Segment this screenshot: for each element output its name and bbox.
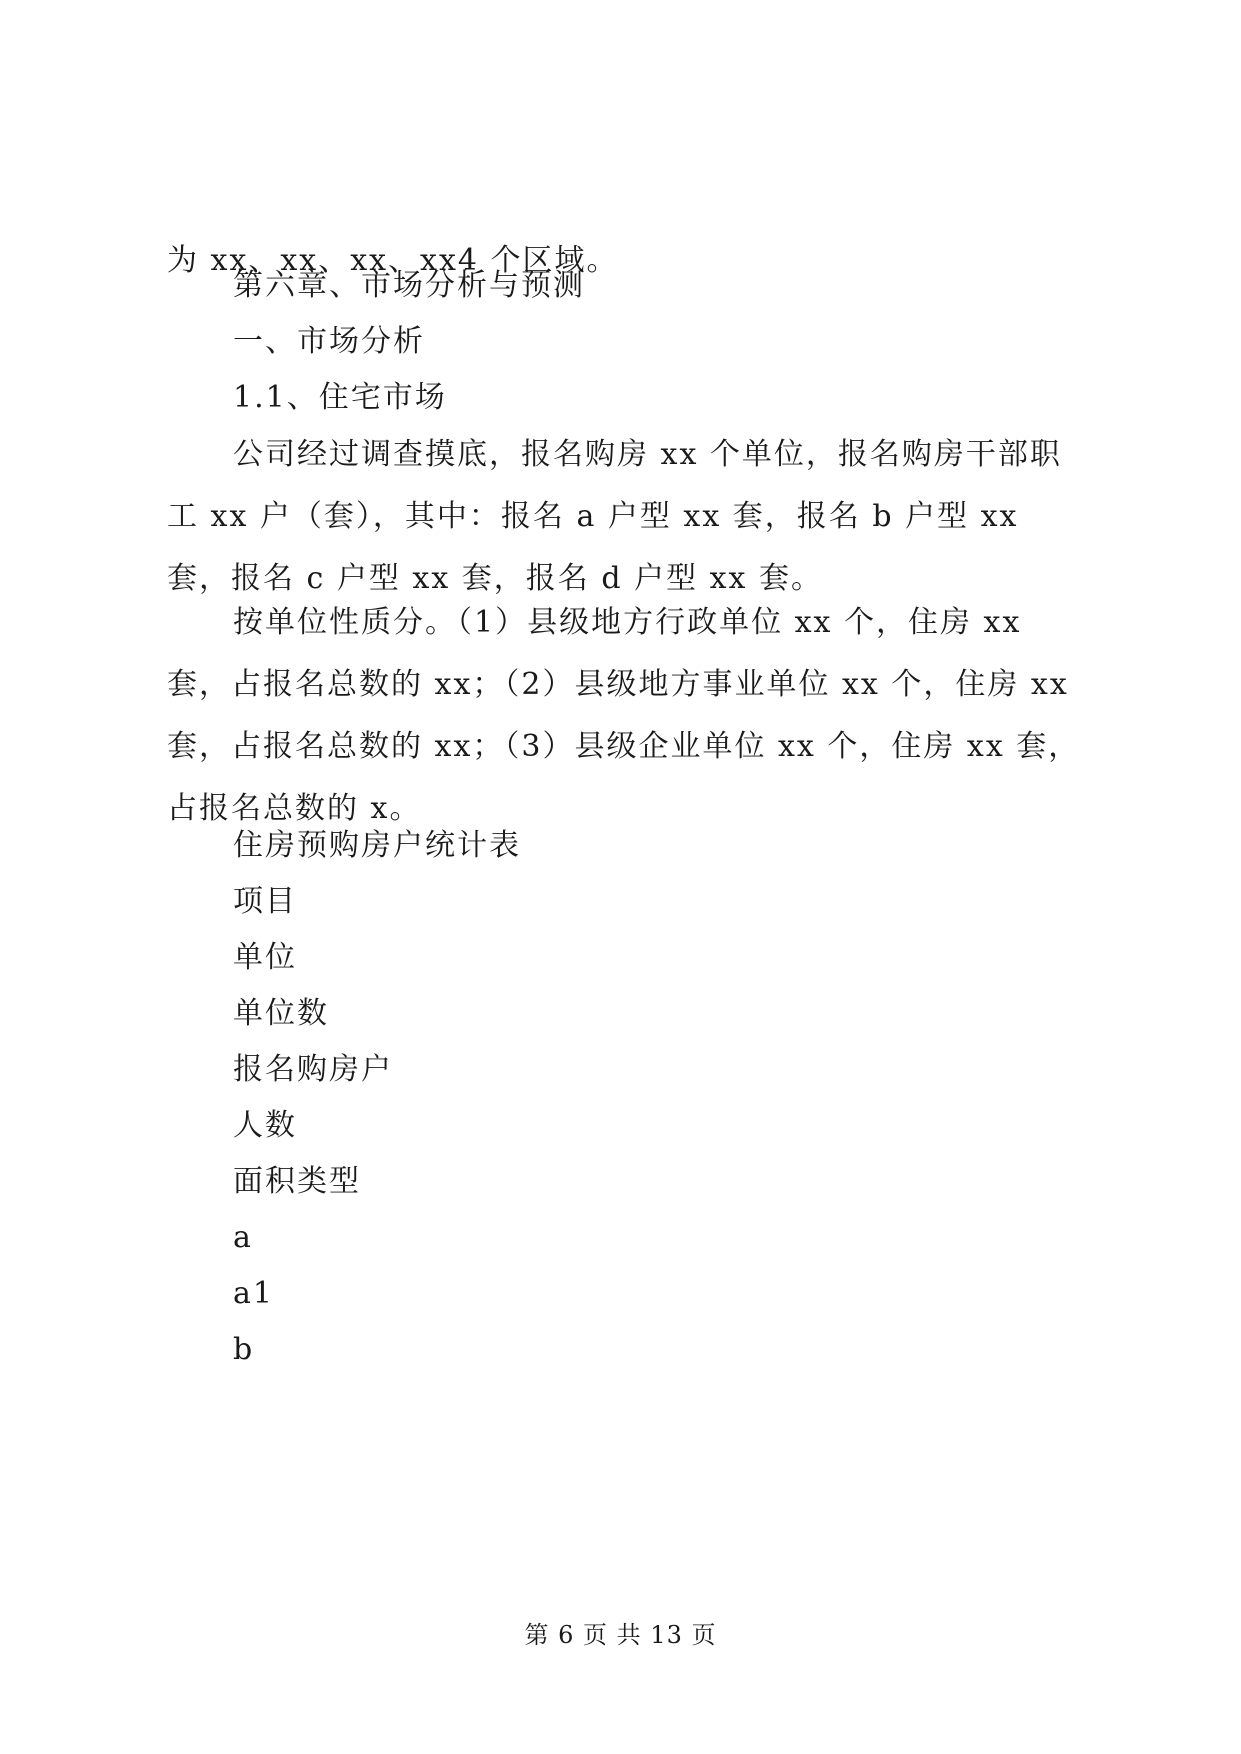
paragraph-by-unit-type: 按单位性质分。（1）县级地方行政单位 xx 个，住房 xx 套，占报名总数的 xx；（2）县级地方事业单位 xx 个，住房 xx 套，占报名总数的 xx；（3）县级企业单位 xx 个，住房 xx 套，占报名总数的 x。 — [167, 605, 1081, 826]
page-number-footer: 第 6 页 共 13 页 — [524, 1621, 717, 1649]
table-item: 项目 — [233, 884, 297, 919]
chapter-title: 第六章、市场分析与预测 — [233, 268, 585, 303]
table-item: 单位 — [233, 940, 297, 975]
table-item: 人数 — [233, 1108, 297, 1143]
table-item: 面积类型 — [233, 1164, 361, 1199]
table-item: a — [233, 1220, 253, 1255]
table-item: 单位数 — [233, 996, 329, 1031]
subsection-title: 1.1、住宅市场 — [233, 380, 447, 415]
table-title: 住房预购房户统计表 — [233, 828, 521, 863]
table-item: b — [233, 1332, 255, 1367]
table-item: 报名购房户 — [233, 1052, 393, 1087]
table-item: a1 — [233, 1276, 274, 1311]
paragraph-survey: 公司经过调查摸底，报名购房 xx 个单位，报名购房干部职工 xx 户（套），其中：报名 a 户型 xx 套，报名 b 户型 xx 套，报名 c 户型 xx 套，报名 d 户型 xx 套。 — [167, 437, 1062, 596]
section-title: 一、市场分析 — [233, 324, 425, 359]
paragraph-intro: 为 xx、xx、xx、xx4 个区域。 — [167, 243, 619, 278]
